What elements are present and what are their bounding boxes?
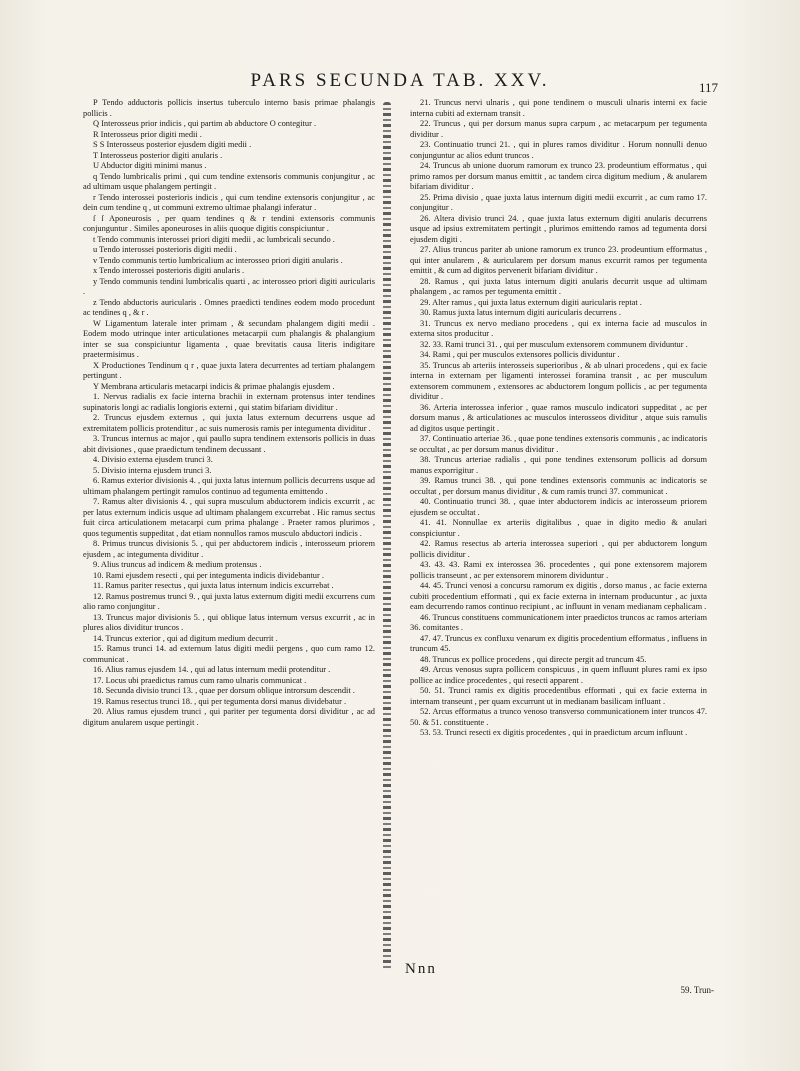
legend-entry: x Tendo interossei posterioris digiti anularis . xyxy=(93,266,245,275)
legend-entry: 44. 45. Trunci venosi a concursu ramorum ex digitis , dorso manus , ac facie externa cubiti procedentium efformati , qui ex facie externa in internam producuntur , ac juxta eam decurrendo ramos continuo recipiunt , ac influunt in venam medianam cephalicam . xyxy=(410,581,707,611)
legend-entry: 52. Arcus efformatus a trunco venoso transverso communicationem inter truncos 47. 50. & 51. constituente . xyxy=(410,707,707,727)
legend-entry: 11. Ramus pariter resectus , qui juxta latus internum indicis excurrebat . xyxy=(93,581,334,590)
legend-entry: 29. Alter ramus , qui juxta latus externum digiti auricularis reptat . xyxy=(420,297,642,307)
legend-entry: 22. Truncus , qui per dorsum manus supra carpum , ac metacarpum per tegumenta dividitur . xyxy=(410,119,707,139)
legend-entry: Y Membrana articularis metacarpi indicis & primae phalangis ejusdem . xyxy=(93,381,335,391)
legend-entry: 27. Alius truncus pariter ab unione ramorum ex trunco 23. prodeuntium efformatus , qui inter anularem , & auricularem per dorsum manus excurrit ramos per tegumenta emittit , & cum ad digitos pervenerit bifariam dividitur . xyxy=(410,245,707,275)
legend-entry: q Tendo lumbricalis primi , qui cum tendine extensoris communis conjungitur , ac ad ultimam usque phalangem pertingit . xyxy=(83,171,375,191)
legend-entry: ſ ſ Aponeurosis , per quam tendines q & r tendini extensoris communis conjunguntur . Similes aponeuroses in aliis quoque digitis conspiciuntur . xyxy=(83,213,375,233)
legend-entry: 10. Rami ejusdem resecti , qui per integumenta indicis dividebantur . xyxy=(93,570,324,580)
legend-entry: 16. Alius ramus ejusdem 14. , qui ad latus internum medii protenditur . xyxy=(93,665,331,674)
legend-entry: 36. Arteria interossea inferior , quae ramos musculo indicatori suppeditat , ac per dorsum manus , & articulationes ac musculos interosseos dividitur , atque suis ramulis ad digitos usque pertingit . xyxy=(410,402,707,433)
legend-entry: 42. Ramus resectus ab arteria interossea superiori , qui per abductorem longum pollicis dividitur . xyxy=(410,539,707,559)
legend-entry: 5. Divisio interna ejusdem trunci 3. xyxy=(93,465,212,475)
legend-entry: 47. 47. Truncus ex confluxu venarum ex digitis procedentium efformatus , influens in truncum 45. xyxy=(410,633,707,653)
legend-entry: r Tendo interossei posterioris indicis , qui cum tendine extensoris conjungitur , ac dein cum tendine q , ut communi extremo ultimae phalangi inferatur . xyxy=(83,192,375,212)
legend-entry: R Interosseus prior digiti medii . xyxy=(93,129,202,139)
legend-entry: 25. Prima divisio , quae juxta latus internum digiti medii excurrit , ac cum ramo 17. conjungitur . xyxy=(410,192,707,212)
legend-entry: 34. Rami , qui per musculos extensores pollicis dividuntur . xyxy=(420,350,620,359)
legend-entry: 41. 41. Nonnullae ex arteriis digitalibus , quae in digito medio & anulari conspiciuntur . xyxy=(410,518,707,538)
legend-entry: 2. Truncus ejusdem externus , qui juxta latus externum decurrens usque ad extremitatem pollicis protenditur , ac suis numerosis ramis per integumenta dividitur . xyxy=(83,413,375,433)
legend-entry: 24. Truncus ab unione duorum ramorum ex trunco 23. prodeuntium efformatus , qui primo ramos per dorsum manus emittit , ac tandem circa digitum medium , & anularem bifariam dividitur . xyxy=(410,161,707,191)
legend-entry: Q Interosseus prior indicis , qui partim ab abductore O contegitur . xyxy=(93,119,317,128)
legend-entry: 48. Truncus ex pollice procedens , qui directe pergit ad truncum 45. xyxy=(420,654,647,664)
legend-entry: 35. Truncus ab arteriis interosseis superioribus , & ab ulnari procedens , qui ex facie interna in externam per ligamenti interossei foramina transit , ac per musculum extensorem communem , extensores ac abductorem longum pollicis , ac per tegumenta dividitur . xyxy=(410,360,707,401)
legend-entry: v Tendo communis tertio lumbricalium ac interosseo priori digiti anularis . xyxy=(93,255,343,265)
legend-entry: t Tendo communis interossei priori digiti medii , ac lumbricali secundo . xyxy=(93,234,335,244)
legend-entry: P Tendo adductoris pollicis insertus tuberculo interno basis primae phalangis pollicis . xyxy=(83,98,375,118)
legend-entry: W Ligamentum laterale inter primam , & secundam phalangem digiti medii . Eodem modo utrinque inter articulationes metacarpii cum phalangis & phalangium inter se sua conspiciuntur ligamenta , quae brevitatis causa literis indigitare praetermisimus . xyxy=(83,318,375,359)
legend-entry: 49. Arcus venosus supra pollicem conspicuus , in quem influunt plures rami ex ipso pollice ac indice procedentes , qui resecti apparent . xyxy=(410,665,707,685)
legend-entry: X Productiones Tendinum q r , quae juxta latera decurrentes ad tertiam phalangem pertingunt . xyxy=(83,360,375,380)
page-number: 117 xyxy=(698,80,718,95)
legend-entry: 6. Ramus exterior divisionis 4. , qui juxta latus internum pollicis decurrens usque ad ultimam phalangem pertingit ramulos continuo ad tegumenta emittendo . xyxy=(83,476,375,496)
legend-entry: 50. 51. Trunci ramis ex digitis procedentibus efformati , qui ex facie externa in internam transeunt , per quam excurrunt ut in medianam basilicam influant . xyxy=(410,686,707,706)
legend-entry: 13. Truncus major divisionis 5. , qui oblique latus internum versus excurrit , ac in plures alios dividitur truncos . xyxy=(83,612,375,632)
legend-entry: 43. 43. 43. Rami ex interossea 36. procedentes , qui pone extensorem majorem pollicis transeunt , ac per extensorem minorem dividuntur . xyxy=(410,560,707,580)
legend-entry: 37. Continuatio arteriae 36. , quae pone tendines extensoris communis , ac indicatoris se occultat , ac per dorsum manus dividitur . xyxy=(410,434,707,454)
legend-entry: U Abductor digiti minimi manus . xyxy=(93,161,207,170)
legend-entry: 53. 53. Trunci resecti ex digitis procedentes , qui in praedictum arcum influunt . xyxy=(420,728,688,737)
legend-entry: 46. Truncus constituens communicationem inter praedictos truncos ac ramos arteriam 36. comitantes . xyxy=(410,612,707,632)
legend-entry: S S Interosseus posterior ejusdem digiti medii . xyxy=(93,140,252,149)
catchword: 59. Trun- xyxy=(680,985,714,995)
ornamental-gutter-rule xyxy=(383,102,391,970)
legend-entry: 20. Alius ramus ejusdem trunci , qui pariter per tegumenta dorsi dividitur , ac ad digitum anularem usque pertingit . xyxy=(83,707,375,727)
legend-entry: 40. Continuatio trunci 38. , quae inter abductorem indicis ac interosseum priorem ejusdem se occultat . xyxy=(410,497,707,517)
legend-entry: 1. Nervus radialis ex facie interna brachii in externam protensus inter tendines supinatoris longi ac radialis longioris externi , qui statim bifariam dividitur . xyxy=(83,392,375,412)
legend-entry: 4. Divisio externa ejusdem trunci 3. xyxy=(93,455,213,464)
legend-entry: 18. Secunda divisio trunci 13. , quae per dorsum oblique introrsum descendit . xyxy=(93,686,355,695)
legend-entry: 26. Altera divisio trunci 24. , quae juxta latus externum digiti anularis decurrens usque ad ipsius extremitatem pertingit , plurimos emittendo ramos ad tegumenta dorsi ejusdem digiti . xyxy=(410,213,707,244)
legend-entry: 15. Ramus trunci 14. ad externum latus digiti medii pergens , quo cum ramo 12. communicat . xyxy=(83,644,375,664)
legend-entry: u Tendo interossei posterioris digiti medii . xyxy=(93,245,237,254)
legend-entry: 9. Alius truncus ad indicem & medium protensus . xyxy=(93,560,262,569)
legend-entry: 12. Ramus postremus trunci 9. , qui juxta latus externum digiti medii excurrens cum alio ramo conjungitur . xyxy=(83,591,375,611)
legend-entry: 32. 33. Rami trunci 31. , qui per musculum extensorem communem dividuntur . xyxy=(420,339,688,349)
page-title: PARS SECUNDA TAB. XXV. xyxy=(250,70,550,91)
legend-entry: 14. Truncus exterior , qui ad digitum medium decurrit . xyxy=(93,633,278,643)
signature-mark: Nnn xyxy=(405,961,437,977)
left-column xyxy=(83,98,375,978)
legend-entry: 30. Ramus juxta latus internum digiti auricularis decurrens . xyxy=(420,308,621,317)
legend-entry: 23. Continuatio trunci 21. , qui in plures ramos dividitur . Horum nonnulli denuo conjunguntur ac alios edunt truncos . xyxy=(410,140,707,160)
legend-entry: y Tendo communis tendini lumbricalis quarti , ac interosseo priori digiti auricularis . xyxy=(83,276,375,296)
legend-entry: T Interosseus posterior digiti anularis . xyxy=(93,150,223,160)
legend-entry: 39. Ramus trunci 38. , qui pone tendines extensoris communis ac indicatoris se occultat , per dorsum manus dividitur , & cum ramis trunci 37. communicat . xyxy=(410,476,707,496)
legend-entry: 38. Truncus arteriae radialis , qui pone tendines extensorum pollicis ad dorsum manus exporrigitur . xyxy=(410,455,707,475)
legend-entry: 8. Primus truncus divisionis 5. , qui per abductorem indicis , interosseum priorem ejusdem , ac integumenta dividitur . xyxy=(83,539,375,559)
legend-entry: 3. Truncus internus ac major , qui paullo supra tendinem extensoris pollicis in duas abit divisiones , quae praedictum tendinem decussant . xyxy=(83,434,375,454)
legend-entry: 28. Ramus , qui juxta latus internum digiti anularis decurrit usque ad ultimam phalangem , ac ramos per tegumenta emittit . xyxy=(410,276,707,296)
legend-entry: 17. Locus ubi praedictus ramus cum ramo ulnaris communicat . xyxy=(93,675,307,685)
legend-entry: 21. Truncus nervi ulnaris , qui pone tendinem o musculi ulnaris interni ex facie interna cubiti ad externam transit . xyxy=(410,98,707,118)
legend-entry: z Tendo abductoris auricularis . Omnes praedicti tendines eodem modo procedunt ac tendines q , & r . xyxy=(83,297,375,317)
legend-entry: 31. Truncus ex nervo mediano procedens , qui ex interna facie ad musculos in externa sitos producitur . xyxy=(410,318,707,338)
legend-entry: 19. Ramus resectus trunci 18. , qui per tegumenta dorsi manus dividebatur . xyxy=(93,696,347,706)
right-column xyxy=(410,98,707,978)
legend-entry: 7. Ramus alter divisionis 4. , qui supra musculum abductorem indicis excurrit , ac per latus externum indicis usque ad ultimam phalangem excurrebat . Hic ramus sectus fuit circa articulationem metacarpi cum prima phalange . Praeter ramos plurimos , quos tegumentis suppeditat , dat etiam nonnullos ramos musculo abductori indicis . xyxy=(83,497,375,538)
